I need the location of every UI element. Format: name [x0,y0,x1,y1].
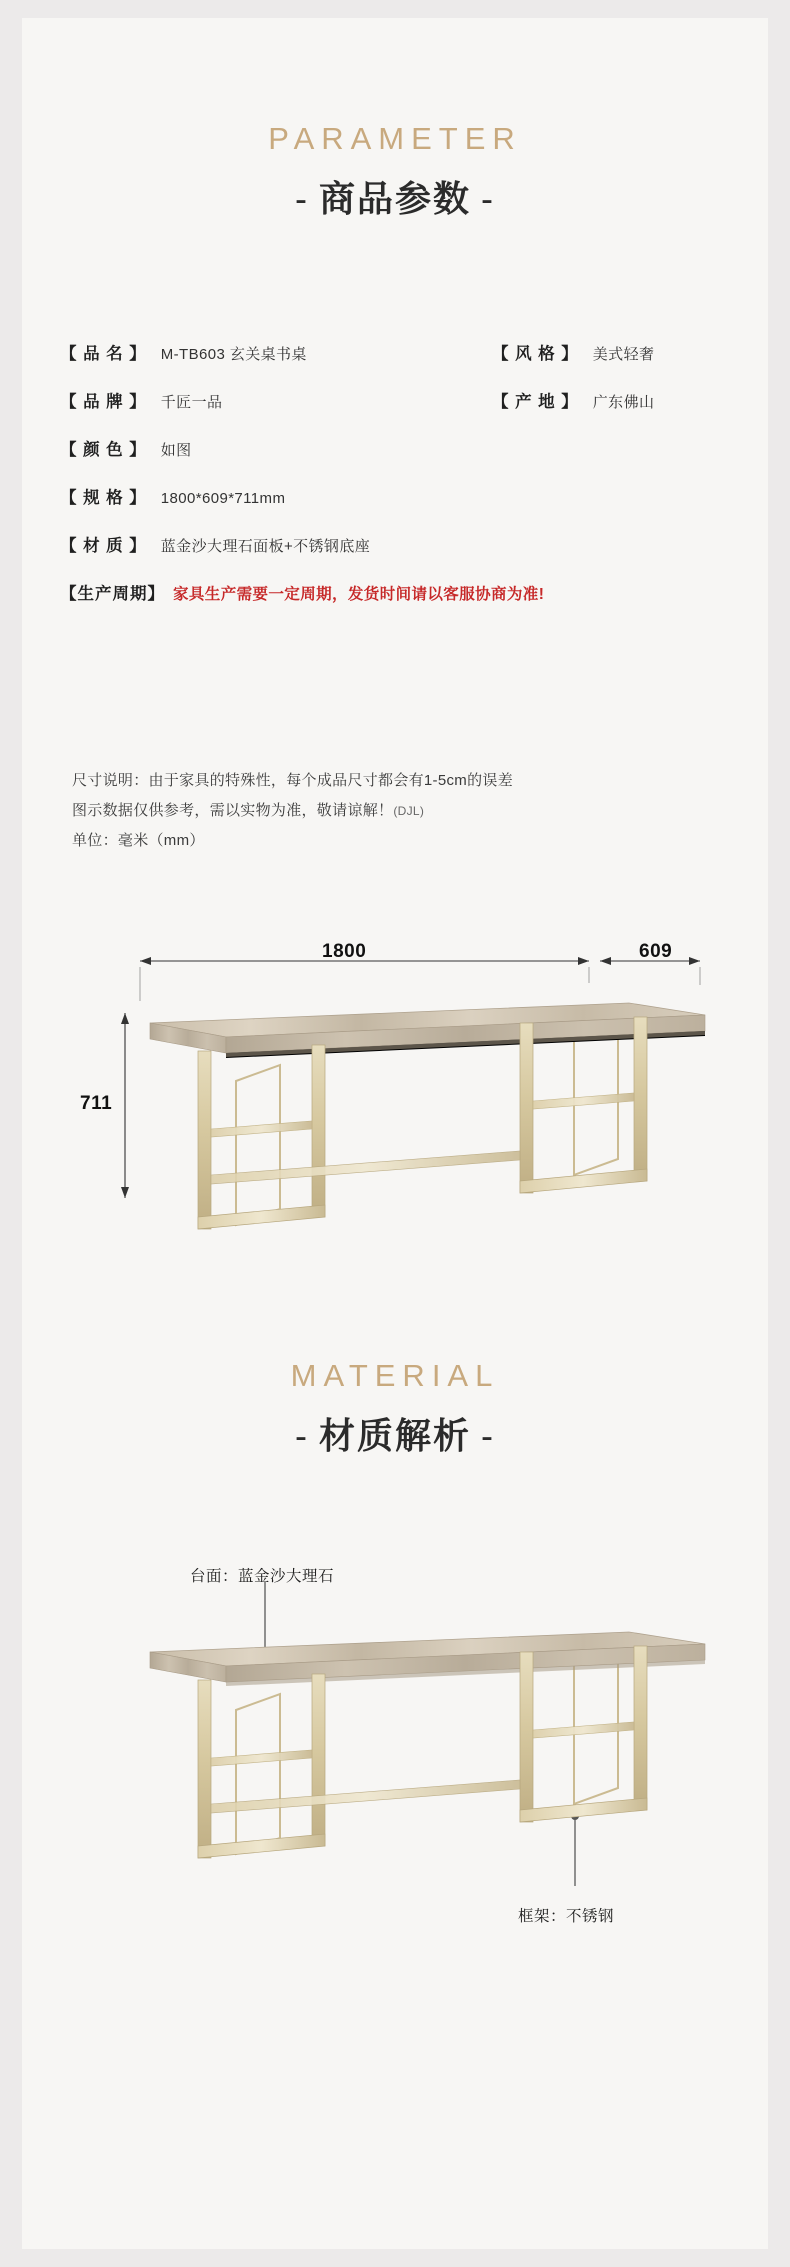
dimension-width-label: 1800 [322,941,367,962]
size-note [72,766,732,856]
param-value: 美式轻奢 [592,346,655,363]
param-item-production-cycle [60,580,544,604]
parameter-section-heading [22,121,768,222]
detail-sheet [22,18,768,2249]
heading-dash-right: - [481,1415,495,1456]
size-note-code: (DJL) [393,804,425,818]
param-item-brand [60,388,222,412]
size-note-line-3 [72,826,732,856]
parameter-cn-title [22,171,768,222]
material-cn-title [22,1408,768,1459]
desk-material-illustration [22,1538,768,1958]
size-note-line-2 [72,796,732,826]
material-cn-title-text: 材质解析 [318,1415,471,1456]
size-note-unit: 单位：毫米（mm） [72,832,205,849]
param-row [22,532,768,580]
dimension-height-label: 711 [80,1093,113,1114]
size-note-prefix: 尺寸说明： [72,772,149,789]
param-label: 【 产 地 】 [492,393,579,411]
param-row [22,340,768,388]
material-top-label: 台面：蓝金沙大理石 [190,1568,335,1585]
size-note-text-2: 图示数据仅供参考，需以实物为准，敬请谅解！ [72,802,394,819]
param-label: 【 规 格 】 [60,489,147,507]
heading-dash-right: - [481,178,495,219]
desk-dimension-illustration [22,923,768,1268]
parameter-cn-title-text: 商品参数 [318,178,471,219]
param-item-spec [60,484,285,508]
param-label: 【 风 格 】 [492,345,579,363]
param-item-style [492,340,654,364]
size-note-text-1: 由于家具的特殊性，每个成品尺寸都会有1-5cm的误差 [148,772,513,789]
parameter-eng-title: PARAMETER [268,121,522,156]
heading-dash-left: - [294,178,309,219]
param-label: 【 品 名 】 [60,345,147,363]
param-value: M-TB603 玄关桌书桌 [160,346,307,363]
material-eng-title: MATERIAL [290,1358,500,1393]
material-diagram [22,1538,768,1958]
param-label: 【 颜 色 】 [60,441,147,459]
param-value: 如图 [160,442,192,459]
param-value: 1800*609*711mm [160,490,286,507]
param-item-material [60,532,370,556]
param-row [22,484,768,532]
param-row [22,580,768,628]
param-value: 广东佛山 [592,394,655,411]
param-item-color [60,436,192,460]
material-section-heading [22,1358,768,1459]
parameter-list [22,340,768,628]
param-label: 【 品 牌 】 [60,393,147,411]
size-note-line-1 [72,766,732,796]
param-value: 千匠一品 [160,394,223,411]
heading-dash-left: - [294,1415,309,1456]
param-item-origin [492,388,654,412]
param-value-warning: 家具生产需要一定周期，发货时间请以客服协商为准! [173,586,545,603]
param-row [22,436,768,484]
param-label: 【 材 质 】 [60,537,147,555]
material-base-label: 框架：不锈钢 [518,1908,615,1925]
param-row [22,388,768,436]
param-item-name [60,340,307,364]
param-label: 【生产周期】 [60,585,165,603]
dimension-depth-label: 609 [639,941,673,962]
dimension-diagram [22,923,768,1268]
param-value: 蓝金沙大理石面板+不锈钢底座 [160,538,371,555]
